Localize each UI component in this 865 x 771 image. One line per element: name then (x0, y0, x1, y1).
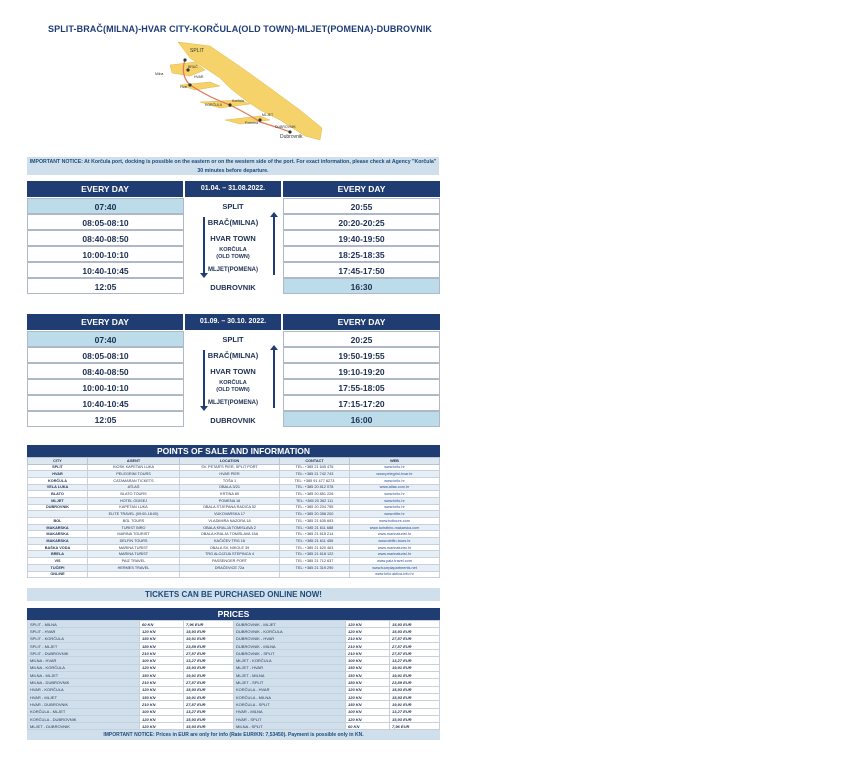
price-kn: 210 KN (140, 701, 184, 708)
agent-cell: ATLAS (88, 484, 180, 491)
agent-cell: PELEGRINI TOURS (88, 471, 180, 478)
table-row (28, 484, 440, 491)
table-row (28, 544, 440, 551)
table-row (28, 471, 440, 478)
page-title: SPLIT-BRAČ(MILNA)-HVAR CITY-KORČULA(OLD TOWN)-MLJET(POMENA)-DUBROVNIK (48, 24, 433, 34)
points-of-sale-table (27, 457, 440, 578)
location-cell: HVAR PIER (180, 471, 280, 478)
web-link[interactable]: www.krilo.hr (350, 464, 440, 471)
price-kn: 180 KN (140, 642, 184, 649)
city-cell: MAKARSKA (28, 538, 88, 545)
down-arrow-icon (203, 217, 205, 275)
table-row (28, 538, 440, 545)
location-cell: VUKOVARSKA 17 (180, 511, 280, 518)
price-notice: IMPORTANT NOTICE: Prices in EUR are only for info (Rate EUR/KN: 7,53450). Payment is possible only in KN. (27, 730, 440, 740)
price-eur: 19,91 EUR (184, 672, 234, 679)
price-kn: 210 KN (346, 642, 390, 649)
price-kn: 120 KN (140, 664, 184, 671)
route-cell: HVAR - MILNA (234, 708, 346, 715)
contact-cell: TEL: +385 21 618 122 (280, 551, 350, 558)
agent-cell: MARINA TOURIST (88, 531, 180, 538)
price-kn: 100 KN (346, 708, 390, 715)
column-header: CONTACT (280, 458, 350, 465)
route-cell: MLJET - SPLIT (234, 679, 346, 686)
price-kn: 150 KN (346, 664, 390, 671)
stop-name: KORČULA (OLD TOWN) (216, 380, 250, 393)
table-row (28, 497, 440, 504)
city-cell: ONLINE (28, 571, 88, 578)
prices-table (27, 620, 440, 730)
web-link[interactable]: www.marinaturist.hr (350, 544, 440, 551)
map-label: Pomena (245, 121, 259, 125)
price-kn: 60 KN (140, 621, 184, 628)
price-eur: 27,87 EUR (184, 650, 234, 657)
price-eur: 15,93 EUR (390, 621, 440, 628)
price-eur: 15,93 EUR (184, 715, 234, 722)
route-cell: SPLIT - MILNA (28, 621, 140, 628)
table-row (28, 621, 440, 628)
departure-time: 08:05-08:10 (27, 214, 184, 230)
table-row (28, 531, 440, 538)
route-cell: DUBROVNIK - SPLIT (234, 650, 346, 657)
price-kn: 60 KN (346, 723, 390, 730)
price-eur: 15,93 EUR (184, 686, 234, 693)
table-row (28, 558, 440, 565)
return-time: 20:20-20:25 (283, 214, 440, 230)
price-eur: 19,91 EUR (184, 635, 234, 642)
stop-name: BRAČ(MILNA) (207, 218, 259, 227)
price-eur: 15,93 EUR (184, 664, 234, 671)
down-arrow-head-icon (200, 406, 208, 411)
web-link[interactable]: www.tucepiapartments.net (350, 564, 440, 571)
column-header: AGENT (88, 458, 180, 465)
table-row (28, 679, 440, 686)
left-header: EVERY DAY (27, 181, 183, 197)
table-row (28, 524, 440, 531)
price-kn: 120 KN (346, 621, 390, 628)
route-cell: KORČULA - MILNA (234, 693, 346, 700)
table-row (28, 564, 440, 571)
price-eur: 19,91 EUR (390, 664, 440, 671)
agent-cell: MARINA TURIST (88, 544, 180, 551)
city-cell: DUBROVNIK (28, 504, 88, 511)
price-eur: 19,91 EUR (184, 693, 234, 700)
location-cell: TRG ALOJZIJA STEPINCA 4 (180, 551, 280, 558)
web-link[interactable]: www.krilo.hr (350, 477, 440, 484)
departure-time: 08:05-08:10 (27, 347, 184, 363)
table-row (28, 650, 440, 657)
map-label: Hvar (180, 85, 188, 89)
points-of-sale-title: POINTS OF SALE AND INFORMATION (27, 445, 440, 457)
web-link[interactable]: www.atlas.com.hr (350, 484, 440, 491)
contact-cell (280, 571, 350, 578)
map-label: Korčula (232, 99, 244, 103)
web-link[interactable]: www.krilo.hr (350, 504, 440, 511)
agent-cell (88, 571, 180, 578)
table-row (28, 571, 440, 578)
price-eur: 19,91 EUR (390, 672, 440, 679)
online-banner: TICKETS CAN BE PURCHASED ONLINE NOW! (27, 588, 440, 601)
web-link[interactable]: www.delfin-tours.hr (350, 538, 440, 545)
contact-cell: TEL: +385 20 851 226 (280, 491, 350, 498)
map-label: KORČULA (205, 103, 222, 107)
agent-cell: HERMES TRAVEL (88, 564, 180, 571)
map-label: Dubrovnik (280, 134, 303, 140)
location-cell: KRTINA 89 (180, 491, 280, 498)
stop-name: SPLIT (222, 335, 244, 344)
web-link[interactable]: www.turistbiro-makarska.com (350, 524, 440, 531)
docking-notice: IMPORTANT NOTICE: At Korčula port, docking is possible on the eastern or on the western side of the port. For exact information, please check at Agency "Korčula" 30 minutes before departure. (27, 157, 439, 175)
location-cell: OBALA KRALJA TOMISLAVA 15A (180, 531, 280, 538)
return-time: 19:50-19:55 (283, 347, 440, 363)
price-kn: 150 KN (346, 701, 390, 708)
points-of-sale (27, 445, 440, 578)
route-cell: SPLIT - DUBROVNIK (28, 650, 140, 657)
contact-cell: TEL: +385 21 615 214 (280, 531, 350, 538)
route-cell: KORČULA - DUBROVNIK (28, 715, 140, 722)
price-kn: 120 KN (346, 686, 390, 693)
web-link[interactable]: www.marinaturist.hr (350, 531, 440, 538)
price-kn: 120 KN (346, 715, 390, 722)
agent-cell: HOTEL ODISEJ (88, 497, 180, 504)
city-cell (28, 511, 88, 518)
period-header: 01.04. – 31.08.2022. (185, 181, 281, 197)
table-row (28, 477, 440, 484)
column-header: CITY (28, 458, 88, 465)
table-row (28, 635, 440, 642)
agent-cell: KIOSK KAPETAN LUKA (88, 464, 180, 471)
contact-cell: TEL: +385 21 635 693 (280, 518, 350, 525)
stop-name: MLJET(POMENA) (208, 400, 258, 406)
agent-cell: ELITE TRAVEL (09:00-18:00) (88, 511, 180, 518)
price-kn: 120 KN (346, 693, 390, 700)
contact-cell: TEL: +385 21 620 463 (280, 544, 350, 551)
map-label: SPLIT (190, 48, 204, 54)
price-eur: 27,87 EUR (390, 650, 440, 657)
return-time: 17:55-18:05 (283, 379, 440, 395)
departure-time: 12:05 (27, 278, 184, 294)
route-map (150, 40, 325, 148)
right-header: EVERY DAY (283, 314, 440, 330)
price-eur: 23,89 EUR (184, 642, 234, 649)
city-cell: HVAR (28, 471, 88, 478)
price-eur: 27,87 EUR (184, 679, 234, 686)
web-link[interactable]: www.elite.hr (350, 511, 440, 518)
route-cell: KORČULA - SPLIT (234, 701, 346, 708)
contact-cell: TEL: +385 91 477 6273 (280, 477, 350, 484)
route-cell: SPLIT - HVAR (28, 628, 140, 635)
location-cell (180, 571, 280, 578)
agent-cell: MARINA TURIST (88, 551, 180, 558)
table-row (28, 672, 440, 679)
location-cell: OBALA SV. NIKOLE 39 (180, 544, 280, 551)
left-header: EVERY DAY (27, 314, 183, 330)
price-eur: 13,27 EUR (184, 708, 234, 715)
web-link[interactable]: www.pelegrini-hvar.hr (350, 471, 440, 478)
price-eur: 7,96 EUR (184, 621, 234, 628)
city-cell: BRELA (28, 551, 88, 558)
route-cell: HVAR - SPLIT (234, 715, 346, 722)
up-arrow-head-icon (270, 345, 278, 350)
departure-time: 07:40 (27, 331, 184, 347)
route-cell: MILNA - MLJET (28, 672, 140, 679)
price-eur: 27,87 EUR (390, 635, 440, 642)
table-row (28, 723, 440, 730)
price-kn: 120 KN (140, 715, 184, 722)
route-cell: SPLIT - MLJET (28, 642, 140, 649)
table-row (28, 551, 440, 558)
price-eur: 13,27 EUR (390, 657, 440, 664)
contact-cell: TEL: +385 20 362 111 (280, 497, 350, 504)
table-row (28, 464, 440, 471)
price-kn: 150 KN (346, 672, 390, 679)
city-cell: BAŠKA VODA (28, 544, 88, 551)
contact-cell: TEL: +385 21 712 637 (280, 558, 350, 565)
price-eur: 15,93 EUR (184, 628, 234, 635)
city-cell: MAKARSKA (28, 531, 88, 538)
table-row (28, 708, 440, 715)
price-kn: 100 KN (140, 708, 184, 715)
price-kn: 120 KN (140, 723, 184, 730)
contact-cell: TEL: +385 20 812 078 (280, 484, 350, 491)
price-eur: 15,93 EUR (184, 723, 234, 730)
up-arrow-icon (273, 350, 275, 408)
schedule-table (27, 181, 440, 296)
route-cell: MILNA - DUBROVNIK (28, 679, 140, 686)
route-cell: KORČULA - MLJET (28, 708, 140, 715)
map-label: MLJET (262, 113, 274, 117)
up-arrow-head-icon (270, 212, 278, 217)
agent-cell: BOL TOURS (88, 518, 180, 525)
departure-time: 10:40-10:45 (27, 395, 184, 411)
city-cell: MLJET (28, 497, 88, 504)
route-cell: HVAR - MLJET (28, 693, 140, 700)
location-cell: PASSENGER PORT (180, 558, 280, 565)
route-cell: MILNA - HVAR (28, 657, 140, 664)
price-kn: 210 KN (140, 679, 184, 686)
table-row (28, 657, 440, 664)
price-kn: 150 KN (140, 693, 184, 700)
price-eur: 13,27 EUR (390, 708, 440, 715)
route-cell: KORČULA - HVAR (234, 686, 346, 693)
table-row (28, 693, 440, 700)
route-cell: SPLIT - KORČULA (28, 635, 140, 642)
stop-name: HVAR TOWN (210, 367, 256, 376)
return-time: 20:55 (283, 198, 440, 214)
down-arrow-head-icon (200, 273, 208, 278)
agent-cell: DELFIN TOURS (88, 538, 180, 545)
return-time: 17:45-17:50 (283, 262, 440, 278)
price-eur: 15,93 EUR (390, 715, 440, 722)
stop-name: SPLIT (222, 202, 244, 211)
location-cell: POMENA 16 (180, 497, 280, 504)
schedule-table (27, 314, 440, 429)
departure-time: 12:05 (27, 411, 184, 427)
return-time: 18:25-18:35 (283, 246, 440, 262)
right-header: EVERY DAY (283, 181, 440, 197)
contact-cell: TEL: +385 21 611 688 (280, 524, 350, 531)
price-eur: 15,93 EUR (390, 628, 440, 635)
stop-name: HVAR TOWN (210, 234, 256, 243)
agent-cell: PAIZ TRAVEL (88, 558, 180, 565)
table-row (28, 715, 440, 722)
table-row (28, 491, 440, 498)
contact-cell: TEL: +385 21 611 455 (280, 538, 350, 545)
city-cell: BOL (28, 518, 88, 525)
agent-cell: KAPETAN LUKA (88, 504, 180, 511)
prices-section (27, 608, 440, 730)
route-cell: HVAR - DUBROVNIK (28, 701, 140, 708)
price-kn: 210 KN (346, 650, 390, 657)
price-kn: 120 KN (140, 628, 184, 635)
stop-name: KORČULA (OLD TOWN) (216, 247, 250, 260)
route-cell: MLJET - DUBROVNIK (28, 723, 140, 730)
stop-name: DUBROVNIK (210, 283, 256, 292)
map-label: BRAČ (188, 65, 198, 69)
agent-cell: CATAMARAN TICKETS (88, 477, 180, 484)
departure-time: 10:40-10:45 (27, 262, 184, 278)
route-cell: MILNA - SPLIT (234, 723, 346, 730)
location-cell: OBALA STJEPANA RADIĆA 52 (180, 504, 280, 511)
return-time: 20:25 (283, 331, 440, 347)
agent-cell: TURIST BIRO (88, 524, 180, 531)
web-link[interactable]: www.paiz-travel.com (350, 558, 440, 565)
period-header: 01.09. – 30.10. 2022. (185, 314, 281, 330)
route-cell: DUBROVNIK - MLJET (234, 621, 346, 628)
return-time: 19:40-19:50 (283, 230, 440, 246)
location-cell: TOŠA 1 (180, 477, 280, 484)
return-time: 17:15-17:20 (283, 395, 440, 411)
location-cell: OBALA KRALJA TOMISLAVA 2 (180, 524, 280, 531)
city-cell: VELA LUKA (28, 484, 88, 491)
city-cell: BLATO (28, 491, 88, 498)
contact-cell: TEL: +385 20 204 755 (280, 504, 350, 511)
price-kn: 120 KN (346, 628, 390, 635)
route-cell: MILNA - KORČULA (28, 664, 140, 671)
price-kn: 150 KN (140, 635, 184, 642)
price-eur: 15,93 EUR (390, 686, 440, 693)
table-row (28, 518, 440, 525)
down-arrow-icon (203, 350, 205, 408)
prices-title: PRICES (27, 608, 440, 620)
location-cell: DRAČEVICE 72a (180, 564, 280, 571)
web-link[interactable]: www.krilo.hr (350, 497, 440, 504)
route-cell: MLJET - MILNA (234, 672, 346, 679)
map-label: DUBROVNIK (275, 125, 296, 129)
table-row (28, 642, 440, 649)
map-label: Milna (155, 72, 164, 76)
location-cell: KAČIĆEV TRG 16 (180, 538, 280, 545)
table-row (28, 628, 440, 635)
city-cell: KORČULA (28, 477, 88, 484)
price-kn: 150 KN (140, 672, 184, 679)
contact-cell: TEL: +385 21 319 290 (280, 564, 350, 571)
column-header: LOCATION (180, 458, 280, 465)
stop-name: DUBROVNIK (210, 416, 256, 425)
city-cell: MAKARSKA (28, 524, 88, 531)
price-eur: 13,27 EUR (184, 657, 234, 664)
price-eur: 7,96 EUR (390, 723, 440, 730)
route-cell: HVAR - KORČULA (28, 686, 140, 693)
price-eur: 27,87 EUR (184, 701, 234, 708)
city-cell: SPLIT (28, 464, 88, 471)
price-kn: 180 KN (346, 679, 390, 686)
price-eur: 27,87 EUR (390, 642, 440, 649)
price-eur: 19,91 EUR (390, 701, 440, 708)
price-kn: 210 KN (140, 650, 184, 657)
location-cell: OBALA 3/21 (180, 484, 280, 491)
route-cell: DUBROVNIK - KORČULA (234, 628, 346, 635)
departure-time: 07:40 (27, 198, 184, 214)
up-arrow-icon (273, 217, 275, 275)
city-cell: TUČEPI (28, 564, 88, 571)
stop-name: MLJET(POMENA) (208, 267, 258, 273)
price-kn: 210 KN (346, 635, 390, 642)
stop-name: BRAČ(MILNA) (207, 351, 259, 360)
price-kn: 100 KN (140, 657, 184, 664)
location-cell: SV. PETAR'S PIER, SPLIT PORT (180, 464, 280, 471)
return-time: 16:00 (283, 411, 440, 427)
column-header: WEB (350, 458, 440, 465)
table-row (28, 664, 440, 671)
table-row (28, 686, 440, 693)
contact-cell: TEL: +385 21 742 743 (280, 471, 350, 478)
price-eur: 23,89 EUR (390, 679, 440, 686)
departure-time: 10:00-10:10 (27, 246, 184, 262)
map-label: HVAR (194, 75, 204, 79)
contact-cell: TEL: +385 20 358 200 (280, 511, 350, 518)
route-cell: MLJET - HVAR (234, 664, 346, 671)
web-link[interactable]: www.krilo.aktiva-info.hr (350, 571, 440, 578)
return-time: 19:10-19:20 (283, 363, 440, 379)
route-cell: DUBROVNIK - HVAR (234, 635, 346, 642)
table-row (28, 511, 440, 518)
city-cell: VIS (28, 558, 88, 565)
table-row (28, 504, 440, 511)
departure-time: 10:00-10:10 (27, 379, 184, 395)
return-time: 16:30 (283, 278, 440, 294)
route-cell: DUBROVNIK - MILNA (234, 642, 346, 649)
table-row (28, 701, 440, 708)
location-cell: VLADIMIRA NAZORA 18 (180, 518, 280, 525)
agent-cell: BLATO TOURS (88, 491, 180, 498)
contact-cell: TEL: +385 21 645 476 (280, 464, 350, 471)
web-link[interactable]: www.boltours.com (350, 518, 440, 525)
web-link[interactable]: www.marinaturist.hr (350, 551, 440, 558)
route-cell: MLJET - KORČULA (234, 657, 346, 664)
price-kn: 120 KN (140, 686, 184, 693)
departure-time: 08:40-08:50 (27, 363, 184, 379)
departure-time: 08:40-08:50 (27, 230, 184, 246)
web-link[interactable]: www.krilo.hr (350, 491, 440, 498)
price-eur: 15,93 EUR (390, 693, 440, 700)
price-kn: 100 KN (346, 657, 390, 664)
